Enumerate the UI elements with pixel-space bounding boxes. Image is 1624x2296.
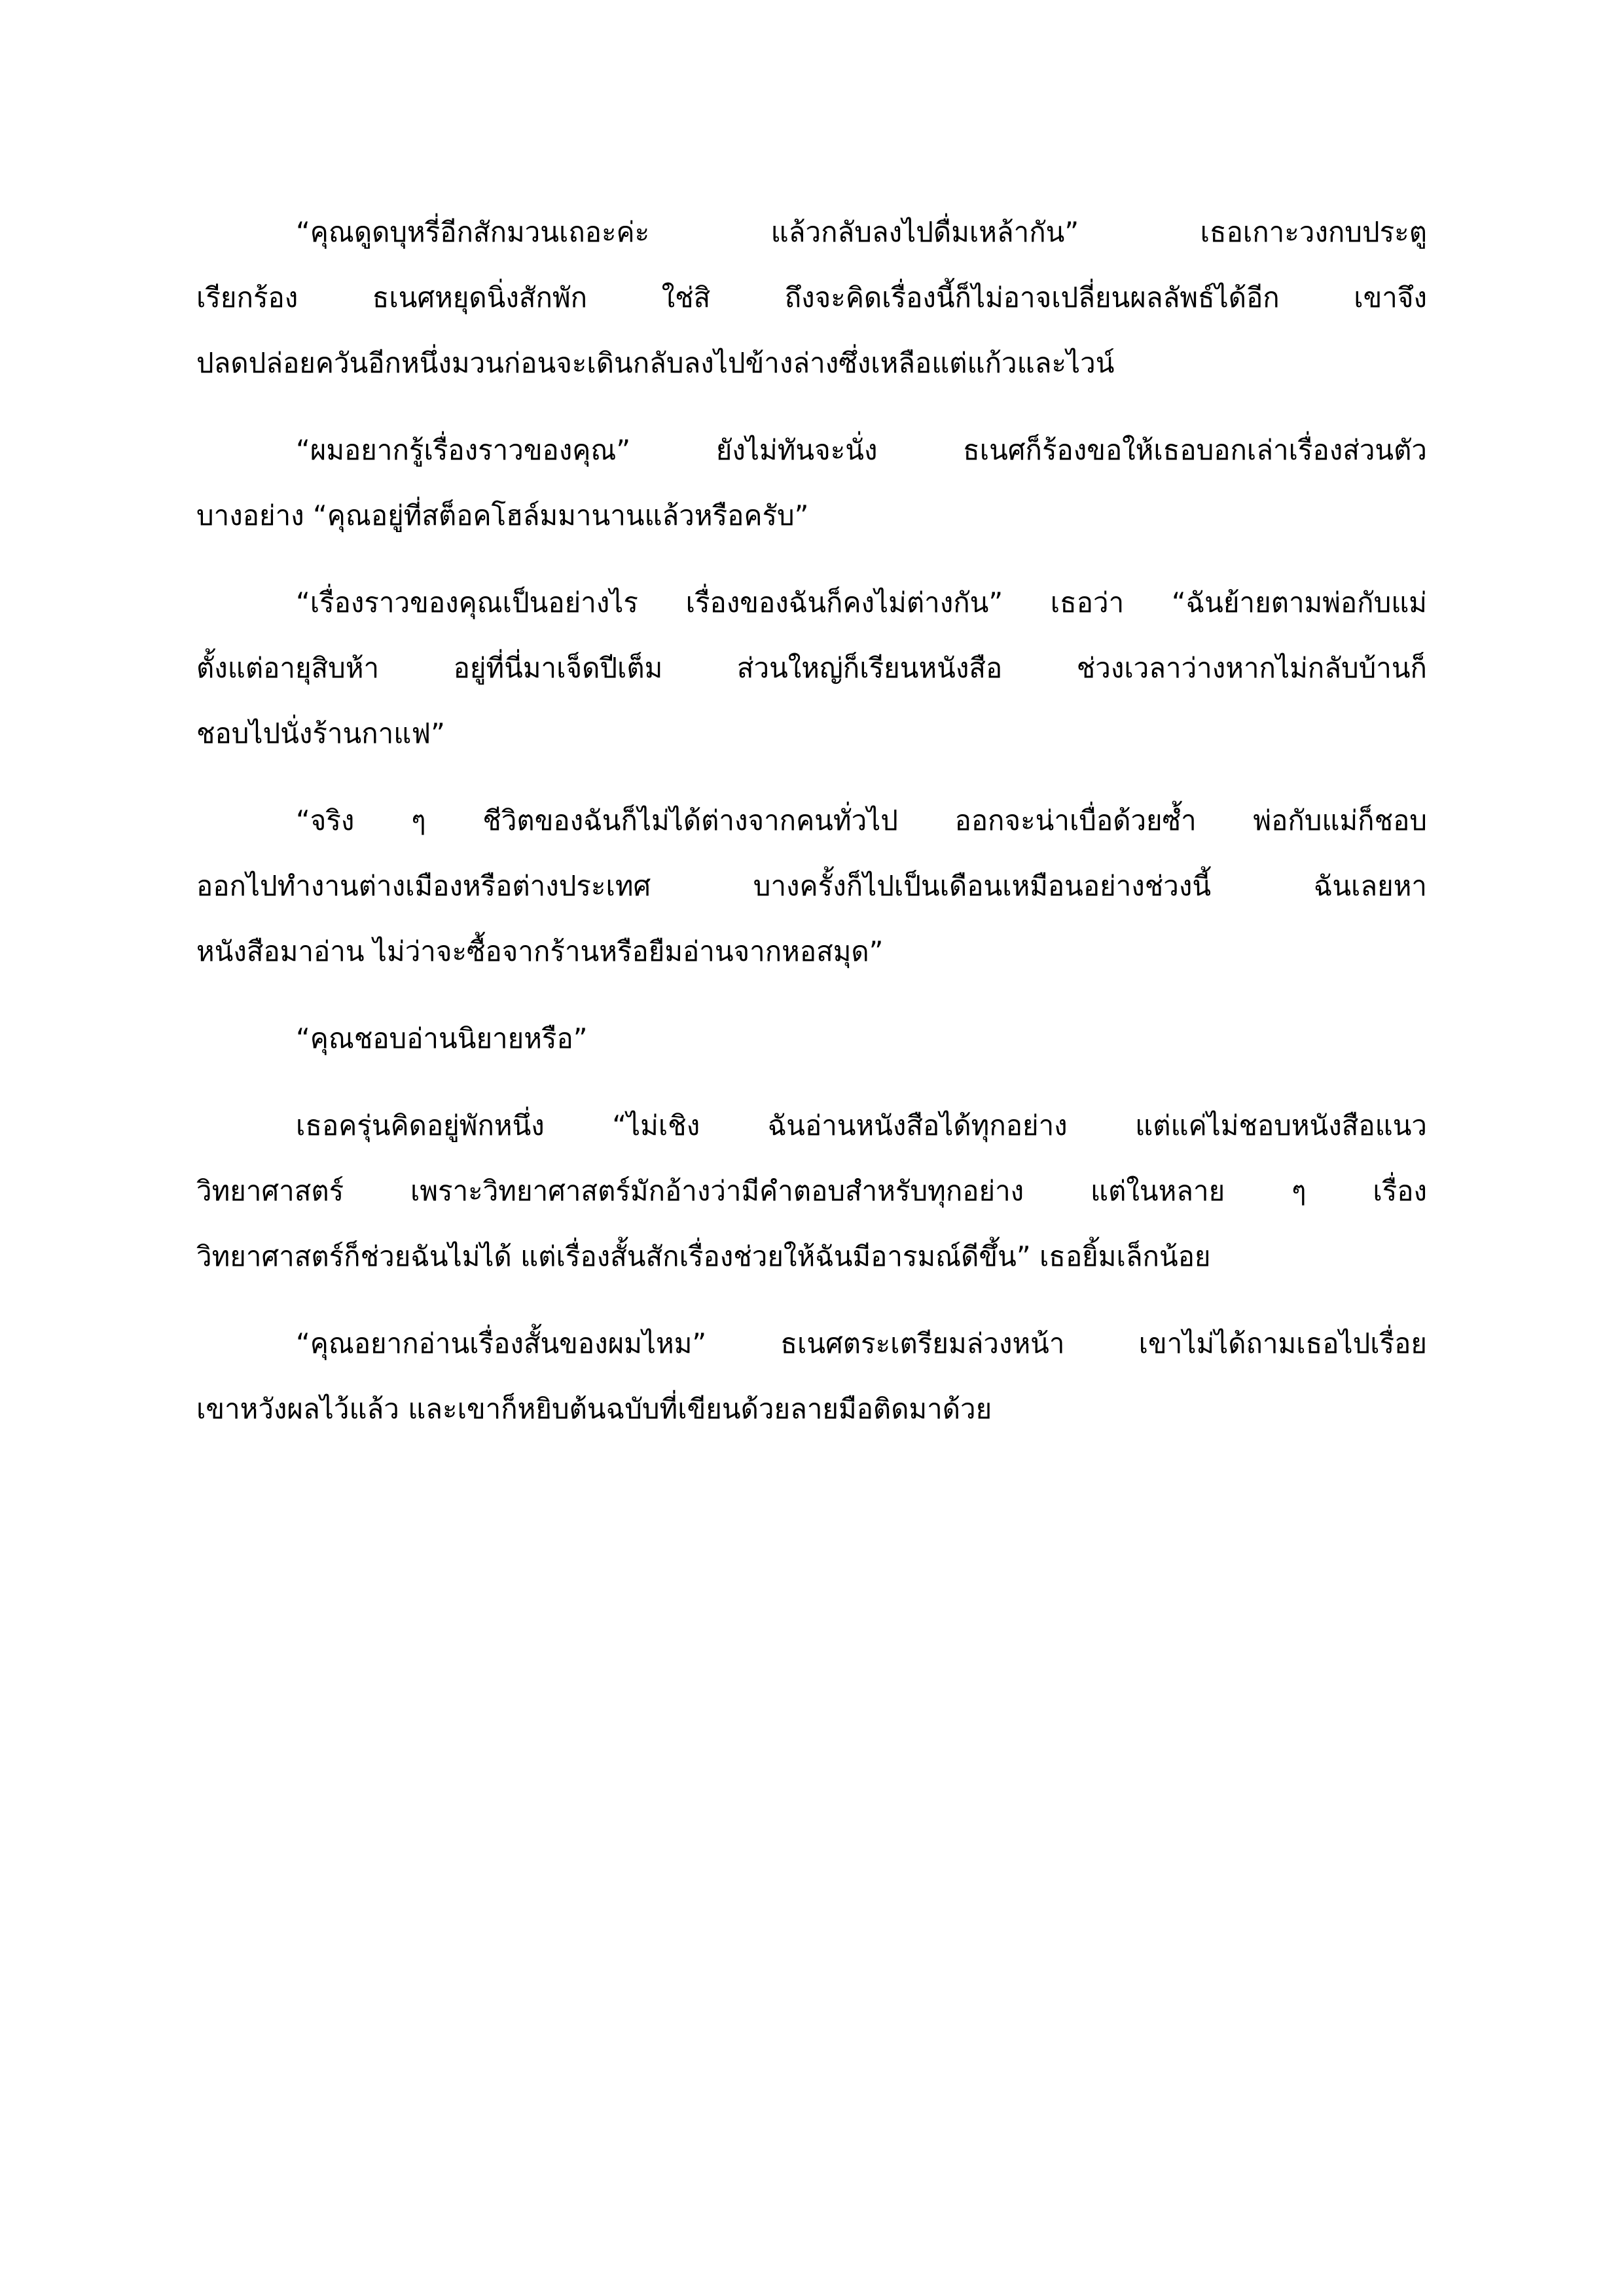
- body-text: [196, 200, 1427, 1463]
- text-line: เธอครุ่นคิดอยู่พักหนึ่ง “ไม่เชิง ฉันอ่านหนังสือได้ทุกอย่าง แต่แค่ไม่ชอบหนังสือแนว: [296, 1109, 1427, 1141]
- text-line: “คุณชอบอ่านนิยายหรือ”: [296, 1022, 588, 1054]
- text-line: ปลดปล่อยควันอีกหนึ่งมวนก่อนจะเดินกลับลงไปข้างล่างซึ่งเหลือแต่แก้วและไวน์: [196, 347, 1115, 379]
- text-line: เขาหวังผลไว้แล้ว และเขาก็หยิบต้นฉบับที่เขียนด้วยลายมือติดมาด้วย: [196, 1393, 992, 1425]
- text-line: หนังสือมาอ่าน ไม่ว่าจะซื้อจากร้านหรือยืมอ่านจากหอสมุด”: [196, 935, 884, 967]
- text-line: เรียกร้อง ธเนศหยุดนิ่งสักพัก ใช่สิ ถึงจะคิดเรื่องนี้ก็ไม่อาจเปลี่ยนผลลัพธ์ได้อีก เขาจึง: [196, 281, 1427, 314]
- text-line: วิทยาศาสตร์ เพราะวิทยาศาสตร์มักอ้างว่ามีคำตอบสำหรับทุกอย่าง แต่ในหลาย ๆ เรื่อง: [196, 1175, 1427, 1207]
- text-line: “คุณดูดบุหรี่อีกสักมวนเถอะค่ะ แล้วกลับลงไปดื่มเหล้ากัน” เธอเกาะวงกบประตู: [296, 216, 1427, 248]
- text-line: วิทยาศาสตร์ก็ช่วยฉันไม่ได้ แต่เรื่องสั้นสักเรื่องช่วยให้ฉันมีอารมณ์ดีขึ้น” เธอยิ้มเล็กน้อย: [196, 1240, 1211, 1272]
- text-line: “ผมอยากรู้เรื่องราวของคุณ” ยังไม่ทันจะนั่ง ธเนศก็ร้องขอให้เธอบอกเล่าเรื่องส่วนตัว: [296, 434, 1427, 466]
- text-line: บางอย่าง “คุณอยู่ที่สต็อคโฮล์มมานานแล้วหรือครับ”: [196, 499, 809, 531]
- paragraph: [196, 200, 1427, 396]
- text-line: “เรื่องราวของคุณเป็นอย่างไร เรื่องของฉันก็คงไม่ต่างกัน” เธอว่า “ฉันย้ายตามพ่อกับแม่: [296, 586, 1427, 619]
- paragraph: [196, 418, 1427, 548]
- text-line: “คุณอยากอ่านเรื่องสั้นของผมไหม” ธเนศตระเตรียมล่วงหน้า เขาไม่ได้ถามเธอไปเรื่อย: [296, 1327, 1427, 1359]
- paragraph: [196, 788, 1427, 984]
- text-line: ชอบไปนั่งร้านกาแฟ”: [196, 717, 445, 749]
- paragraph: [196, 570, 1427, 766]
- paragraph: [196, 1093, 1427, 1289]
- paragraph: [196, 1311, 1427, 1442]
- text-line: ออกไปทำงานต่างเมืองหรือต่างประเทศ บางครั้งก็ไปเป็นเดือนเหมือนอย่างช่วงนี้ ฉันเลยหา: [196, 870, 1427, 902]
- paragraph: [196, 1006, 1427, 1071]
- text-line: “จริง ๆ ชีวิตของฉันก็ไม่ได้ต่างจากคนทั่วไป ออกจะน่าเบื่อด้วยซ้ำ พ่อกับแม่ก็ชอบ: [296, 804, 1427, 836]
- text-line: ตั้งแต่อายุสิบห้า อยู่ที่นี่มาเจ็ดปีเต็ม ส่วนใหญ่ก็เรียนหนังสือ ช่วงเวลาว่างหากไม่กลับบ้านก็: [196, 652, 1427, 684]
